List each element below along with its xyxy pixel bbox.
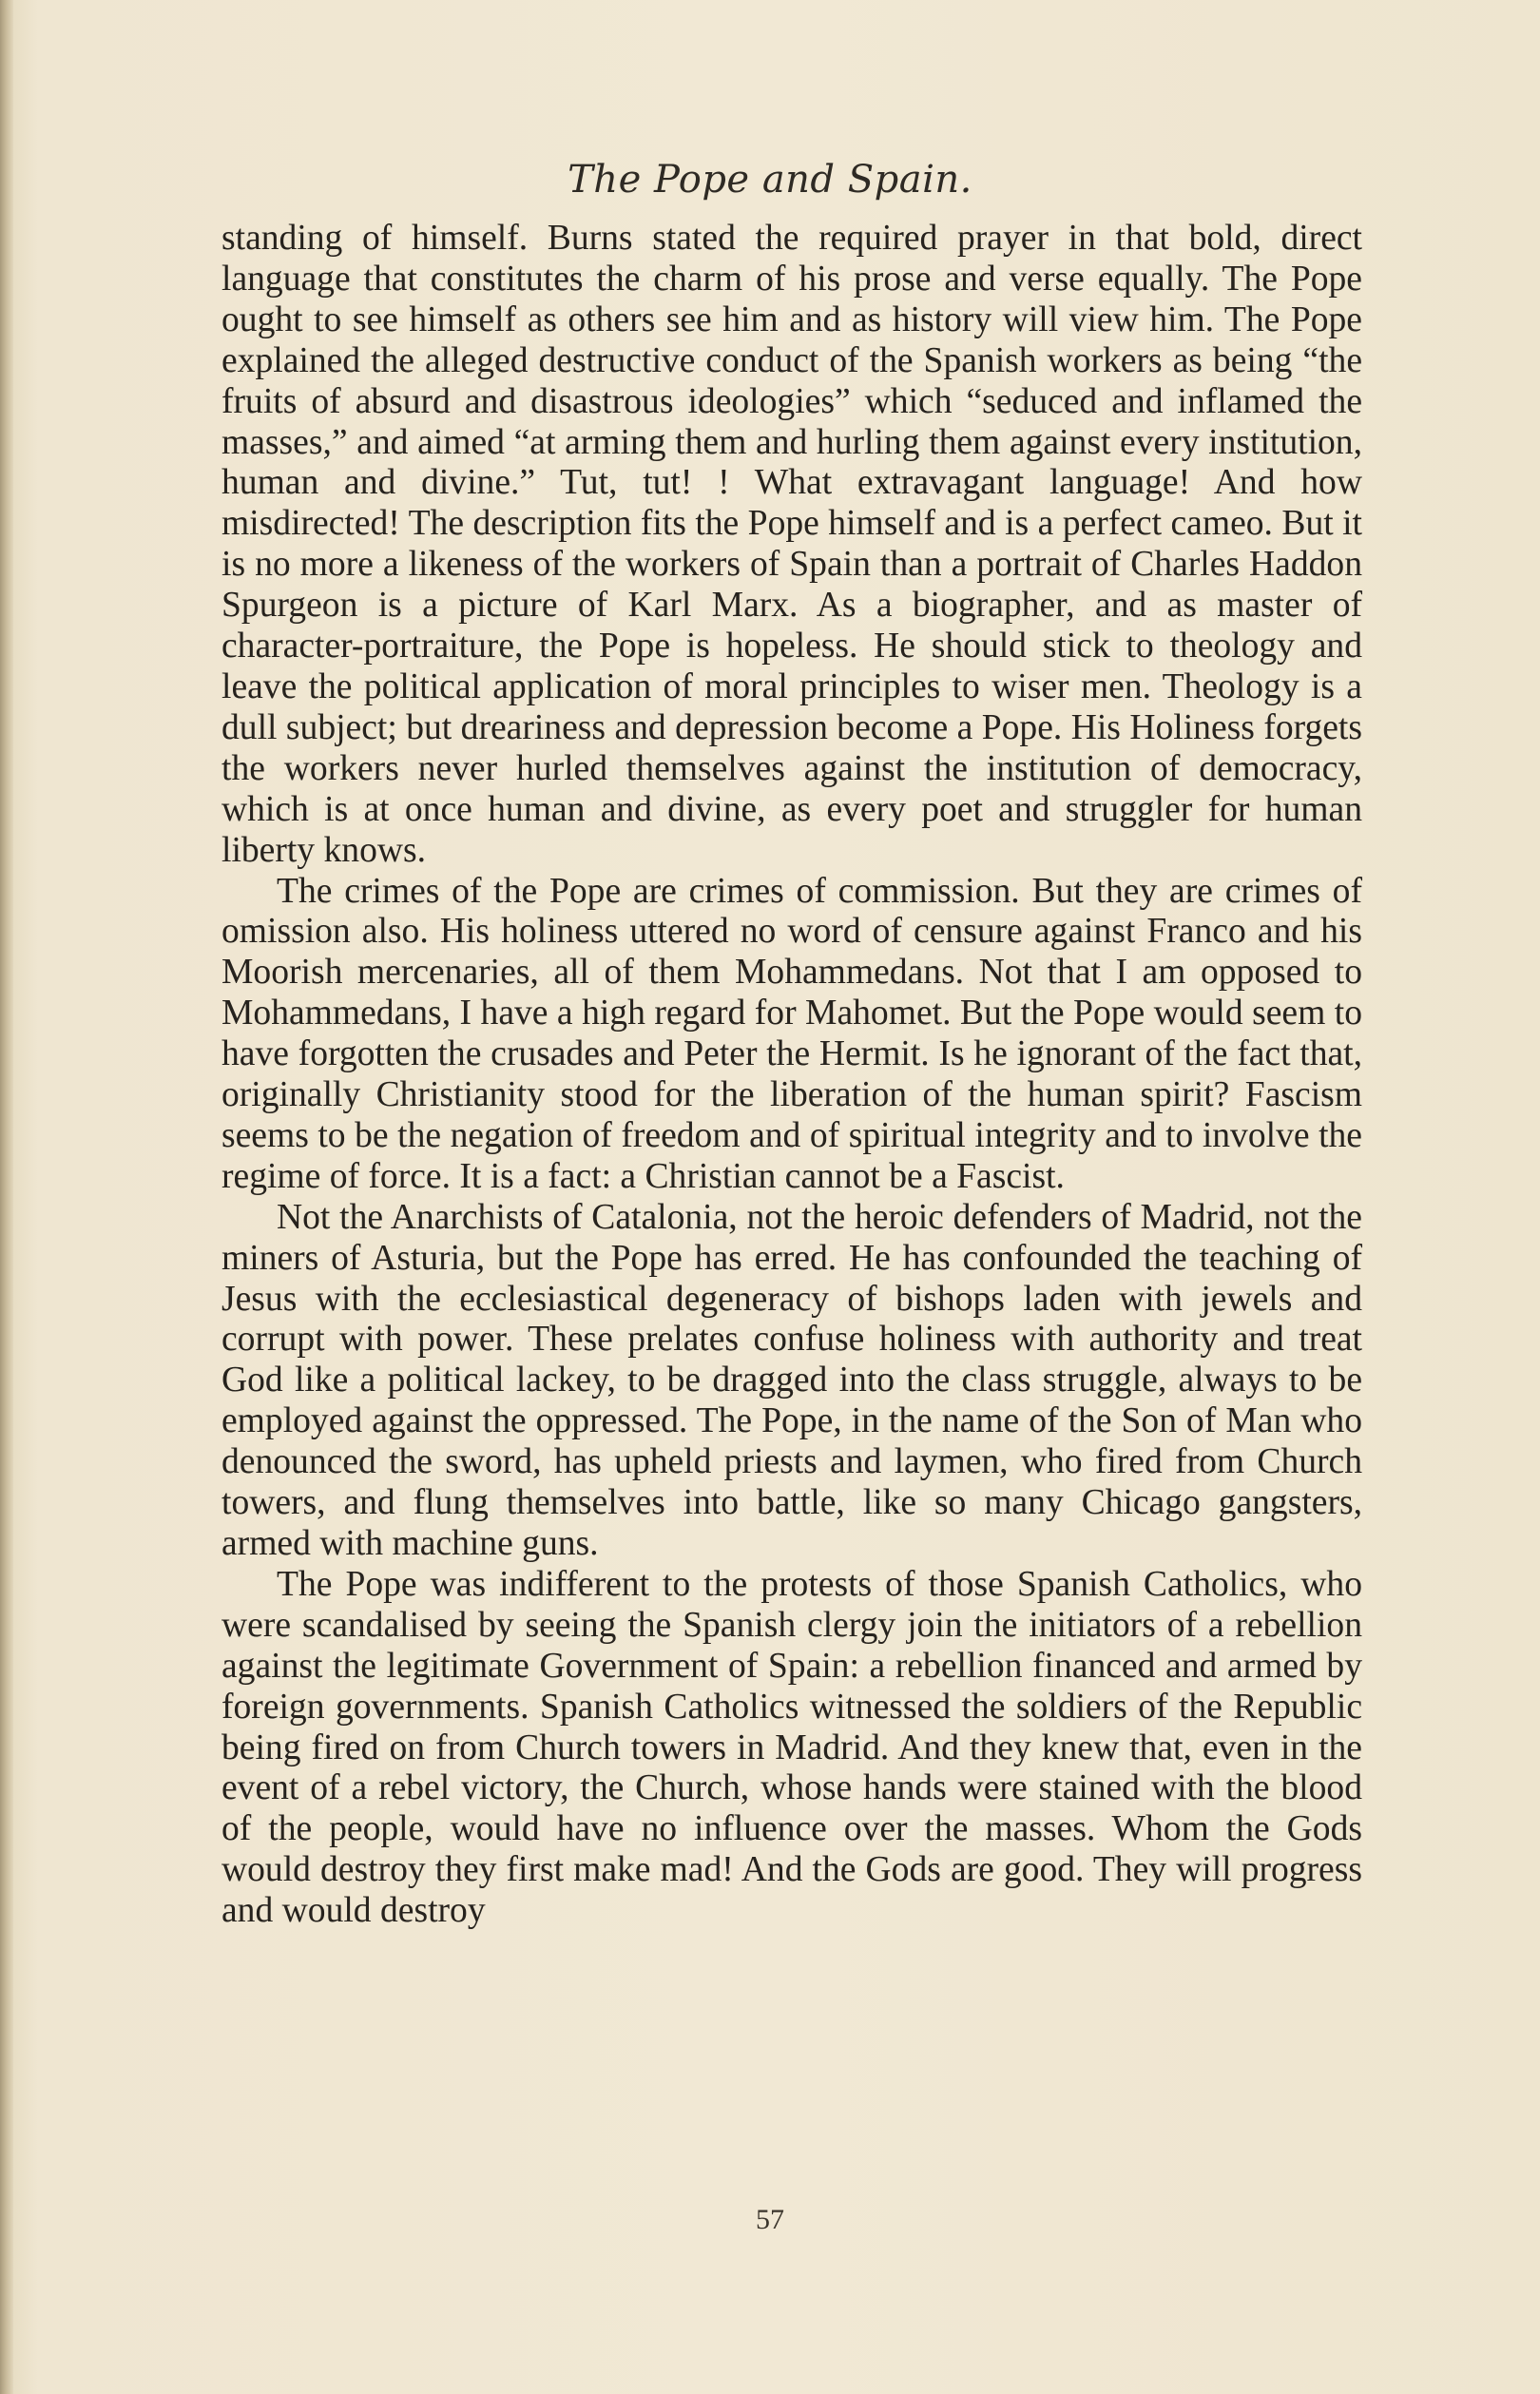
paragraph: The Pope was indifferent to the protests of those Spanish Catholics, who were scandalised by seeing the Spanish clergy join the initiators of a rebellion against the legitimate Government of Spain: a rebellion financed and armed by foreign governments. Spanish Catholics witnessed the soldiers of the Republic being fired on from Church towers in Madrid. And they knew that, even in the event of a rebel victory, the Church, whose hands were stained with the blood of the people, would have no influence over the masses. Whom the Gods would destroy they first make mad! And the Gods are good. They will progress and would destroy [221,1564,1362,1931]
running-head: The Pope and Spain. [568,158,972,202]
paragraph: The crimes of the Pope are crimes of commission. But they are crimes of omission also. His holiness uttered no word of censure against Franco and his Moorish mercenaries, all of them Mohammedans. Not that I am opposed to Mohammedans, I have a high regard for Mahomet. But the Pope would seem to have forgotten the crusades and Peter the Hermit. Is he ignorant of the fact that, originally Christianity stood for the liberation of the human spirit? Fascism seems to be the negation of freedom and of spiritual integrity and to involve the regime of force. It is a fact: a Christian cannot be a Fascist. [221,871,1362,1196]
page-spine-shadow [0,0,13,2394]
body-text [221,219,1362,1932]
paragraph: Not the Anarchists of Catalonia, not the heroic defenders of Madrid, not the miners of Asturia, but the Pope has erred. He has confounded the teaching of Jesus with the ecclesiastical degeneracy of bishops laden with jewels and corrupt with power. These prelates confuse holiness with authority and treat God like a political lackey, to be dragged into the class struggle, always to be employed against the oppressed. The Pope, in the name of the Son of Man who denounced the sword, has upheld priests and laymen, who fired from Church towers, and flung themselves into battle, like so many Chicago gangsters, armed with machine guns. [221,1197,1362,1563]
page-number: 57 [756,2204,784,2235]
paragraph-continued: standing of himself. Burns stated the required prayer in that bold, direct language that constitutes the charm of his prose and verse equally. The Pope ought to see himself as others see him and as history will view him. The Pope explained the alleged destructive conduct of the Spanish workers as being “the fruits of absurd and disastrous ideologies” which “seduced and inflamed the masses,” and aimed “at arming them and hurling them against every institution, human and divine.” Tut, tut! ! What extravagant language! And how misdirected! The description fits the Pope himself and is a perfect cameo. But it is no more a likeness of the workers of Spain than a portrait of Charles Haddon Spurgeon is a picture of Karl Marx. As a biographer, and as master of character-portraiture, the Pope is hopeless. He should stick to theology and leave the political application of moral principles to wiser men. Theology is a dull subject; but dreariness and depression become a Pope. His Holiness forgets the workers never hurled themselves against the institution of democracy, which is at once human and divine, as every poet and struggler for human liberty knows. [221,219,1362,870]
